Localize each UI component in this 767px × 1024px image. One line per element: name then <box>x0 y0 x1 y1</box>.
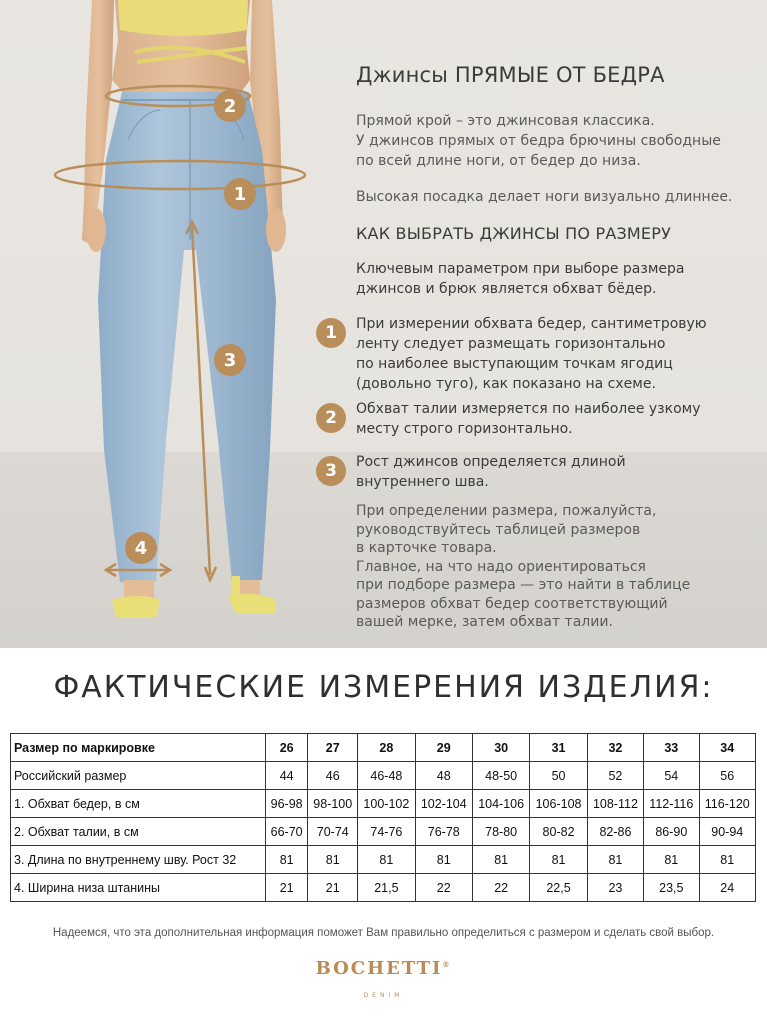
table-cell: 108-112 <box>587 790 643 818</box>
table-cell: Размер по маркировке <box>11 734 266 762</box>
table-cell: 22 <box>415 874 472 902</box>
table-cell: 70-74 <box>308 818 358 846</box>
table-cell: 96-98 <box>266 790 308 818</box>
step-text: Обхват талии измеряется по наиболее узкому месту строго горизонтально. <box>356 401 701 437</box>
table-cell: 2. Обхват талии, в см <box>11 818 266 846</box>
table-header-row <box>11 734 756 762</box>
table-cell: 4. Ширина низа штанины <box>11 874 266 902</box>
table-cell: 116-120 <box>699 790 755 818</box>
table-cell: 81 <box>472 846 529 874</box>
table-cell: 81 <box>587 846 643 874</box>
table-cell: 104-106 <box>472 790 529 818</box>
step-text: При измерении обхвата бедер, сантиметровую ленту следует размещать горизонтально по наиболее выступающим точкам ягодиц (довольно туго), как показано на схеме. <box>356 316 707 392</box>
table-cell: 52 <box>587 762 643 790</box>
measurements-heading: ФАКТИЧЕСКИЕ ИЗМЕРЕНИЯ ИЗДЕЛИЯ: <box>53 670 714 705</box>
svg-text:4: 4 <box>134 538 148 559</box>
table-cell: 44 <box>266 762 308 790</box>
table-cell: 76-78 <box>415 818 472 846</box>
table-cell: 27 <box>308 734 358 762</box>
table-cell: 31 <box>530 734 587 762</box>
table-cell: 1. Обхват бедер, в см <box>11 790 266 818</box>
step-text: Рост джинсов определяется длиной внутреннего шва. <box>356 454 626 490</box>
table-row <box>11 818 756 846</box>
table-cell: 29 <box>415 734 472 762</box>
step-number-badge: 2 <box>316 403 346 433</box>
table-cell: 24 <box>699 874 755 902</box>
table-cell: 22 <box>472 874 529 902</box>
table-cell: 106-108 <box>530 790 587 818</box>
table-cell: 81 <box>308 846 358 874</box>
key-parameter-text: Ключевым параметром при выборе размера джинсов и брюк является обхват бёдер. <box>356 261 685 297</box>
table-cell: 81 <box>530 846 587 874</box>
table-cell: 30 <box>472 734 529 762</box>
table-cell: 74-76 <box>358 818 415 846</box>
table-cell: 50 <box>530 762 587 790</box>
table-cell: 23 <box>587 874 643 902</box>
table-cell: 56 <box>699 762 755 790</box>
size-table <box>10 733 756 902</box>
table-cell: 3. Длина по внутреннему шву. Рост 32 <box>11 846 266 874</box>
table-row <box>11 874 756 902</box>
step-number-badge: 1 <box>316 318 346 348</box>
table-cell: 46-48 <box>358 762 415 790</box>
table-cell: 22,5 <box>530 874 587 902</box>
table-cell: 112-116 <box>644 790 699 818</box>
table-cell: 81 <box>358 846 415 874</box>
brand-logo <box>0 958 767 979</box>
table-cell: 80-82 <box>530 818 587 846</box>
brand-subtitle: DENIM <box>363 992 404 999</box>
registered-mark: ® <box>442 960 452 969</box>
table-cell: 48-50 <box>472 762 529 790</box>
table-cell: 28 <box>358 734 415 762</box>
brand-name: BOCHETTI <box>315 958 443 979</box>
table-cell: 32 <box>587 734 643 762</box>
table-cell: 21 <box>266 874 308 902</box>
svg-text:1: 1 <box>233 184 247 205</box>
table-cell: 33 <box>644 734 699 762</box>
outro-text: При определении размера, пожалуйста, руководствуйтесь таблицей размеров в карточке товара. Главное, на что надо ориентироваться при подборе размера — это найти в таблице размеров обхват бедер соответствующий вашей мерке, затем обхват талии. <box>356 503 691 630</box>
step-number-badge: 3 <box>316 456 346 486</box>
table-row <box>11 790 756 818</box>
table-cell: 102-104 <box>415 790 472 818</box>
svg-text:2: 2 <box>223 96 237 117</box>
table-row <box>11 762 756 790</box>
intro-text: Прямой крой – это джинсовая классика. У джинсов прямых от бедра брючины свободные по всей длине ноги, от бедер до низа. <box>356 113 721 169</box>
table-row <box>11 846 756 874</box>
table-cell: 98-100 <box>308 790 358 818</box>
table-cell: 23,5 <box>644 874 699 902</box>
table-cell: 86-90 <box>644 818 699 846</box>
table-cell: 82-86 <box>587 818 643 846</box>
table-cell: 48 <box>415 762 472 790</box>
table-cell: 90-94 <box>699 818 755 846</box>
height-note: Высокая посадка делает ноги визуально длиннее. <box>356 189 733 205</box>
table-cell: Российский размер <box>11 762 266 790</box>
svg-text:3: 3 <box>223 350 237 371</box>
table-cell: 78-80 <box>472 818 529 846</box>
table-cell: 34 <box>699 734 755 762</box>
table-cell: 81 <box>415 846 472 874</box>
table-cell: 81 <box>644 846 699 874</box>
table-cell: 26 <box>266 734 308 762</box>
table-cell: 21 <box>308 874 358 902</box>
table-cell: 54 <box>644 762 699 790</box>
table-cell: 81 <box>699 846 755 874</box>
product-title: Джинсы ПРЯМЫЕ ОТ БЕДРА <box>356 63 665 87</box>
table-cell: 66-70 <box>266 818 308 846</box>
table-cell: 46 <box>308 762 358 790</box>
table-cell: 100-102 <box>358 790 415 818</box>
table-cell: 21,5 <box>358 874 415 902</box>
how-to-choose-heading: КАК ВЫБРАТЬ ДЖИНСЫ ПО РАЗМЕРУ <box>356 224 672 243</box>
footer-note: Надеемся, что эта дополнительная информация поможет Вам правильно определиться с размером и сделать свой выбор. <box>52 927 715 939</box>
table-cell: 81 <box>266 846 308 874</box>
